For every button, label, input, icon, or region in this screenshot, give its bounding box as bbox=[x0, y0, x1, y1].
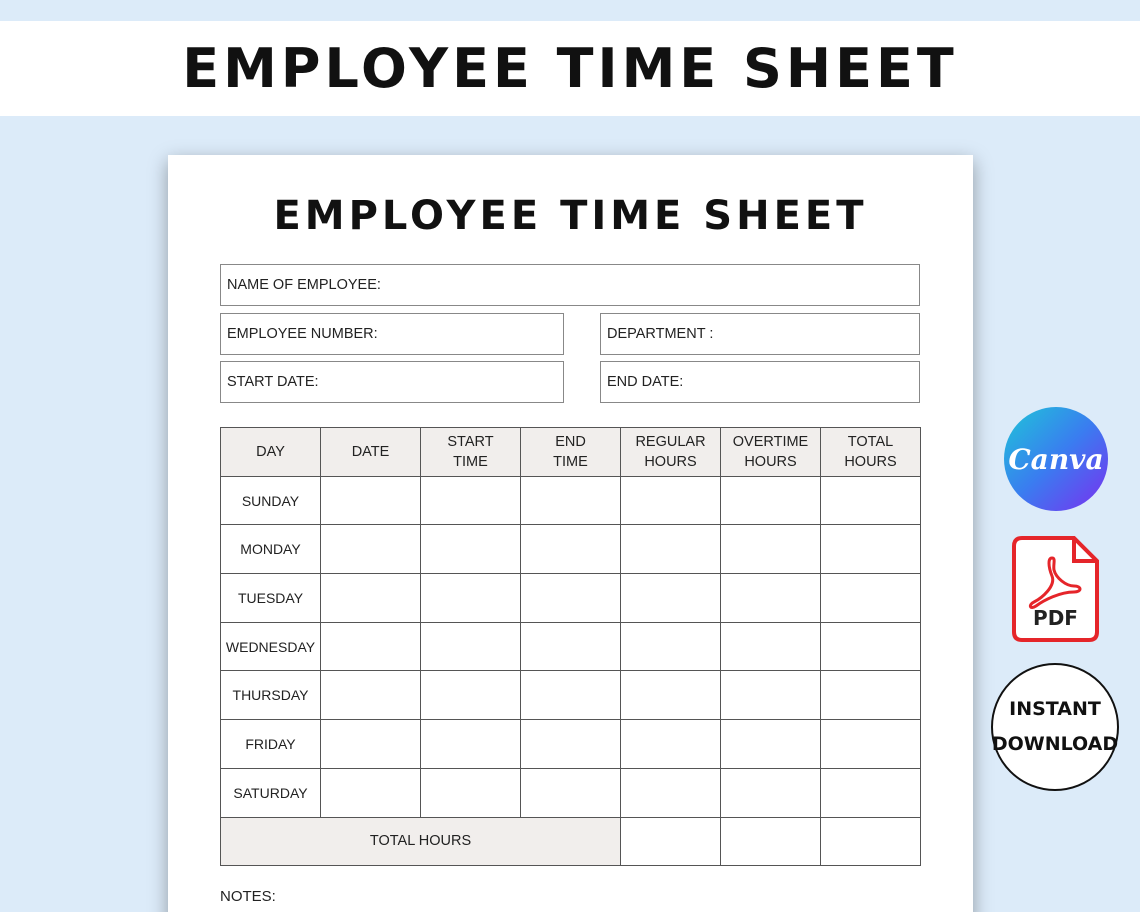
start-date-label: START DATE: bbox=[227, 374, 319, 390]
start-time-cell[interactable] bbox=[421, 622, 521, 671]
employee-name-field[interactable] bbox=[220, 264, 920, 306]
header-start-time: START TIME bbox=[421, 428, 521, 477]
end-time-cell[interactable] bbox=[521, 671, 621, 720]
employee-name-label: NAME OF EMPLOYEE: bbox=[227, 277, 381, 293]
table-row bbox=[221, 574, 921, 623]
regular-hours-cell[interactable] bbox=[621, 768, 721, 817]
sheet-title: EMPLOYEE TIME SHEET bbox=[273, 193, 868, 239]
end-time-cell[interactable] bbox=[521, 622, 621, 671]
start-time-cell[interactable] bbox=[421, 574, 521, 623]
header-total-hours: TOTAL HOURS bbox=[821, 428, 921, 477]
instant-label: INSTANT bbox=[1009, 698, 1101, 720]
table-row bbox=[221, 525, 921, 574]
regular-hours-cell[interactable] bbox=[621, 720, 721, 769]
instant-download-badge bbox=[991, 663, 1119, 791]
overtime-hours-cell[interactable] bbox=[721, 574, 821, 623]
end-time-cell[interactable] bbox=[521, 574, 621, 623]
end-date-field[interactable] bbox=[600, 361, 920, 403]
header-day: DAY bbox=[221, 428, 321, 477]
total-hours-cell[interactable] bbox=[821, 671, 921, 720]
download-label: DOWNLOAD bbox=[991, 733, 1119, 755]
day-cell: WEDNESDAY bbox=[221, 622, 321, 671]
table-row bbox=[221, 476, 921, 525]
total-hours-cell[interactable] bbox=[821, 525, 921, 574]
start-time-cell[interactable] bbox=[421, 768, 521, 817]
notes-label: NOTES: bbox=[220, 888, 276, 905]
end-time-cell[interactable] bbox=[521, 720, 621, 769]
date-cell[interactable] bbox=[321, 671, 421, 720]
regular-hours-cell[interactable] bbox=[621, 622, 721, 671]
overtime-hours-cell[interactable] bbox=[721, 768, 821, 817]
banner-title: EMPLOYEE TIME SHEET bbox=[182, 37, 958, 100]
table-row bbox=[221, 720, 921, 769]
total-row bbox=[221, 817, 921, 866]
pdf-badge bbox=[1012, 536, 1099, 642]
header-date: DATE bbox=[321, 428, 421, 477]
table-header-row bbox=[221, 428, 921, 477]
department-label: DEPARTMENT : bbox=[607, 326, 714, 342]
total-hours-cell[interactable] bbox=[821, 476, 921, 525]
end-time-cell[interactable] bbox=[521, 476, 621, 525]
end-time-cell[interactable] bbox=[521, 768, 621, 817]
canva-logo-text: Canva bbox=[1008, 442, 1104, 476]
date-cell[interactable] bbox=[321, 622, 421, 671]
hours-table bbox=[220, 427, 921, 866]
top-banner bbox=[0, 21, 1140, 116]
department-field[interactable] bbox=[600, 313, 920, 355]
table-row bbox=[221, 671, 921, 720]
total-regular-hours-cell[interactable] bbox=[621, 817, 721, 866]
regular-hours-cell[interactable] bbox=[621, 574, 721, 623]
overtime-hours-cell[interactable] bbox=[721, 720, 821, 769]
regular-hours-cell[interactable] bbox=[621, 476, 721, 525]
date-cell[interactable] bbox=[321, 525, 421, 574]
total-hours-label: TOTAL HOURS bbox=[221, 817, 621, 866]
day-cell: MONDAY bbox=[221, 525, 321, 574]
table-row bbox=[221, 768, 921, 817]
total-hours-cell[interactable] bbox=[821, 768, 921, 817]
header-regular-hours: REGULAR HOURS bbox=[621, 428, 721, 477]
pdf-label: PDF bbox=[1033, 606, 1078, 630]
total-hours-cell[interactable] bbox=[821, 720, 921, 769]
overtime-hours-cell[interactable] bbox=[721, 622, 821, 671]
regular-hours-cell[interactable] bbox=[621, 671, 721, 720]
canva-badge bbox=[1004, 407, 1108, 511]
total-hours-cell[interactable] bbox=[821, 574, 921, 623]
grand-total-hours-cell[interactable] bbox=[821, 817, 921, 866]
time-sheet-page bbox=[168, 155, 973, 912]
employee-number-field[interactable] bbox=[220, 313, 564, 355]
day-cell: FRIDAY bbox=[221, 720, 321, 769]
end-date-label: END DATE: bbox=[607, 374, 684, 390]
overtime-hours-cell[interactable] bbox=[721, 525, 821, 574]
overtime-hours-cell[interactable] bbox=[721, 476, 821, 525]
regular-hours-cell[interactable] bbox=[621, 525, 721, 574]
start-time-cell[interactable] bbox=[421, 720, 521, 769]
date-cell[interactable] bbox=[321, 476, 421, 525]
end-time-cell[interactable] bbox=[521, 525, 621, 574]
start-date-field[interactable] bbox=[220, 361, 564, 403]
day-cell: SUNDAY bbox=[221, 476, 321, 525]
header-end-time: END TIME bbox=[521, 428, 621, 477]
day-cell: TUESDAY bbox=[221, 574, 321, 623]
day-cell: THURSDAY bbox=[221, 671, 321, 720]
start-time-cell[interactable] bbox=[421, 476, 521, 525]
day-cell: SATURDAY bbox=[221, 768, 321, 817]
date-cell[interactable] bbox=[321, 720, 421, 769]
date-cell[interactable] bbox=[321, 574, 421, 623]
total-overtime-hours-cell[interactable] bbox=[721, 817, 821, 866]
total-hours-cell[interactable] bbox=[821, 622, 921, 671]
start-time-cell[interactable] bbox=[421, 525, 521, 574]
table-row bbox=[221, 622, 921, 671]
start-time-cell[interactable] bbox=[421, 671, 521, 720]
header-overtime-hours: OVERTIME HOURS bbox=[721, 428, 821, 477]
employee-number-label: EMPLOYEE NUMBER: bbox=[227, 326, 378, 342]
overtime-hours-cell[interactable] bbox=[721, 671, 821, 720]
date-cell[interactable] bbox=[321, 768, 421, 817]
